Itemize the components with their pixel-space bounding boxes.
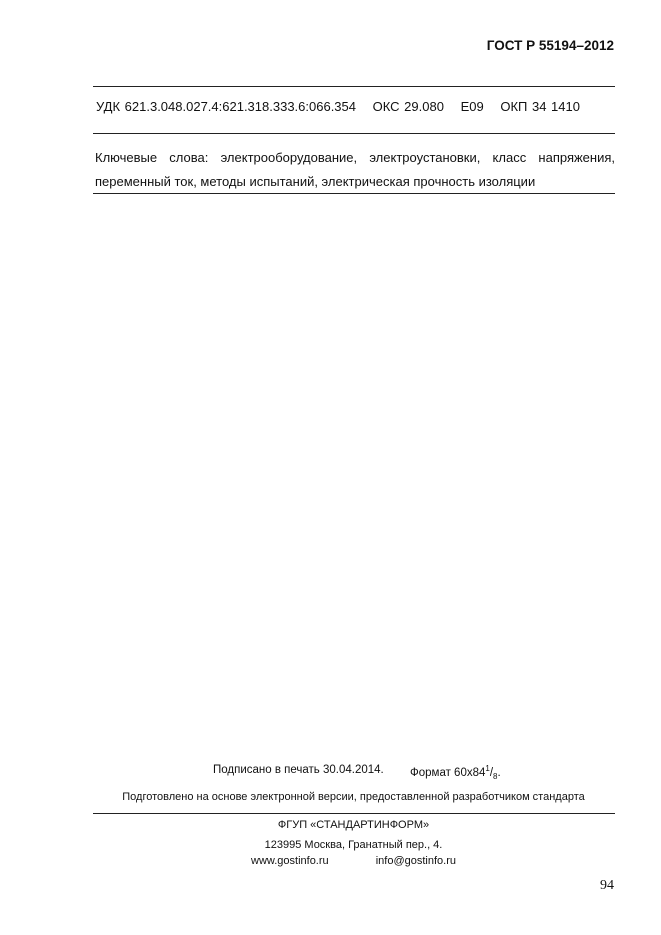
publisher-block (0, 817, 661, 869)
oks-code: ОКС 29.080 (372, 99, 444, 114)
keywords-line-2: переменный ток, методы испытаний, электрическая прочность изоляции (95, 174, 536, 189)
keywords-line-1: Ключевые слова: электрооборудование, электроустановки, класс напряжения, (95, 150, 615, 165)
paper-format: Формат $60x84^1/_8$. (410, 764, 501, 782)
publisher-email[interactable]: info@gostinfo.ru (375, 855, 456, 867)
keywords-divider (93, 193, 615, 194)
format-denominator: 8 (493, 772, 498, 782)
okp-code: ОКП 34 1410 (500, 99, 580, 114)
prepared-note: Подготовлено на основе электронной версии, предоставленной разработчиком стандарта (122, 791, 585, 803)
group-code: Е09 (460, 99, 484, 114)
imprint-divider (93, 813, 615, 814)
format-numerator: 1 (485, 764, 490, 773)
page-number: 94 (600, 878, 614, 893)
keywords-block (95, 146, 615, 194)
publisher-address: 123995 Москва, Гранатный пер., 4. (264, 839, 443, 851)
standard-code: ГОСТ Р 55194–2012 (486, 38, 614, 53)
publisher-website[interactable]: www.gostinfo.ru (251, 855, 329, 867)
signed-date: Подписано в печать 30.04.2014. (213, 764, 384, 776)
format-prefix: Формат 60x84 (410, 766, 486, 779)
format-suffix: . (497, 766, 501, 779)
udk-code: УДК 621.3.048.027.4:621.318.333.6:066.354 (96, 99, 356, 114)
publisher-name: ФГУП «СТАНДАРТИНФОРМ» (277, 819, 430, 831)
classification-line (96, 99, 592, 114)
classification-divider (93, 133, 615, 134)
top-divider (93, 86, 615, 87)
